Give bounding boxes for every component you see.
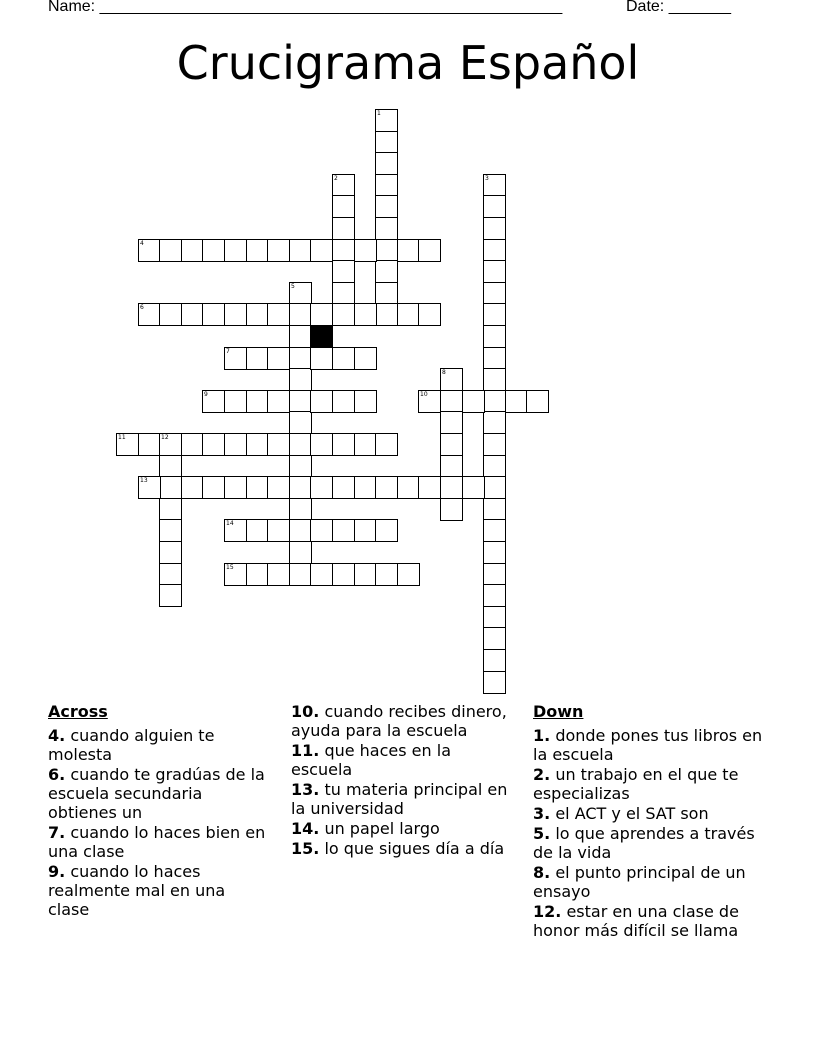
clue-item-text: lo que aprendes a través de la vida	[533, 824, 755, 862]
grid-cell[interactable]	[246, 563, 269, 586]
grid-cell[interactable]	[397, 239, 420, 262]
grid-cell[interactable]	[224, 519, 247, 542]
grid-cell[interactable]	[354, 239, 377, 262]
black-cell	[310, 325, 333, 348]
grid-cell[interactable]	[267, 347, 290, 370]
grid-cell[interactable]	[418, 239, 441, 262]
grid-cell[interactable]	[310, 433, 333, 456]
clue-item-text: cuando alguien te molesta	[48, 726, 215, 764]
clue-item-number: 1.	[533, 726, 551, 745]
grid-cell[interactable]	[202, 239, 225, 262]
grid-cell[interactable]	[289, 519, 312, 542]
grid-cell[interactable]	[483, 217, 506, 240]
grid-cell[interactable]	[310, 476, 333, 499]
grid-cell[interactable]	[159, 455, 182, 478]
clue-item	[291, 780, 513, 818]
grid-cell[interactable]	[224, 476, 247, 499]
grid-cell[interactable]	[332, 390, 355, 413]
grid-cell[interactable]	[138, 433, 161, 456]
grid-cell[interactable]	[332, 174, 355, 197]
clue-item-text: un papel largo	[324, 819, 440, 838]
grid-cell[interactable]	[202, 303, 225, 326]
grid-cell[interactable]	[483, 260, 506, 283]
grid-cell[interactable]	[332, 282, 355, 305]
grid-cell[interactable]	[246, 390, 269, 413]
grid-cell[interactable]	[354, 563, 377, 586]
grid-cell[interactable]	[483, 368, 506, 391]
grid-cell[interactable]	[181, 476, 204, 499]
clue-item-number: 3.	[533, 804, 551, 823]
grid-cell[interactable]	[332, 303, 355, 326]
clue-item	[533, 804, 768, 823]
grid-cell[interactable]	[289, 368, 312, 391]
grid-cell[interactable]	[310, 519, 333, 542]
grid-cell[interactable]	[526, 390, 549, 413]
grid-cell[interactable]	[332, 433, 355, 456]
grid-cell[interactable]	[267, 563, 290, 586]
grid-cell[interactable]	[332, 239, 355, 262]
clue-item-text: un trabajo en el que te especializas	[533, 765, 739, 803]
grid-cell[interactable]	[159, 476, 182, 499]
grid-cell[interactable]	[159, 498, 182, 521]
grid-cell[interactable]	[224, 433, 247, 456]
clue-number: 6	[140, 304, 144, 311]
grid-cell[interactable]	[289, 498, 312, 521]
grid-cell[interactable]	[181, 303, 204, 326]
grid-cell[interactable]	[483, 519, 506, 542]
grid-cell[interactable]	[159, 584, 182, 607]
down-heading: Down	[533, 702, 584, 721]
clue-item-number: 6.	[48, 765, 66, 784]
grid-cell[interactable]	[483, 606, 506, 629]
grid-cell[interactable]	[375, 109, 398, 132]
clue-number: 15	[226, 564, 234, 571]
grid-cell[interactable]	[483, 627, 506, 650]
clue-number: 12	[161, 434, 169, 441]
grid-cell[interactable]	[267, 433, 290, 456]
grid-cell[interactable]	[224, 347, 247, 370]
clue-item	[48, 823, 270, 861]
clue-item-number: 12.	[533, 902, 562, 921]
grid-cell[interactable]	[246, 303, 269, 326]
clue-item	[48, 726, 270, 764]
grid-cell[interactable]	[418, 390, 441, 413]
grid-cell[interactable]	[483, 476, 506, 499]
grid-cell[interactable]	[483, 498, 506, 521]
grid-cell[interactable]	[397, 303, 420, 326]
grid-cell[interactable]	[483, 671, 506, 694]
clue-item-text: cuando te gradúas de la escuela secundaria obtienes un	[48, 765, 265, 822]
clue-number: 13	[140, 477, 148, 484]
grid-cell[interactable]	[354, 347, 377, 370]
grid-cell[interactable]	[289, 411, 312, 434]
grid-cell[interactable]	[289, 563, 312, 586]
grid-cell[interactable]	[246, 239, 269, 262]
grid-cell[interactable]	[375, 174, 398, 197]
grid-cell[interactable]	[375, 476, 398, 499]
grid-cell[interactable]	[310, 563, 333, 586]
grid-cell[interactable]	[483, 563, 506, 586]
grid-cell[interactable]	[246, 476, 269, 499]
grid-cell[interactable]	[375, 217, 398, 240]
grid-cell[interactable]	[310, 390, 333, 413]
grid-cell[interactable]	[289, 239, 312, 262]
grid-cell[interactable]	[505, 390, 528, 413]
clue-number: 11	[118, 434, 126, 441]
grid-cell[interactable]	[354, 303, 377, 326]
clue-item	[533, 902, 768, 940]
grid-cell[interactable]	[159, 541, 182, 564]
grid-cell[interactable]	[267, 239, 290, 262]
grid-cell[interactable]	[224, 303, 247, 326]
grid-cell[interactable]	[418, 303, 441, 326]
grid-cell[interactable]	[440, 390, 463, 413]
clue-number: 14	[226, 520, 234, 527]
grid-cell[interactable]	[462, 476, 485, 499]
grid-cell[interactable]	[202, 476, 225, 499]
clue-number: 9	[204, 391, 208, 398]
grid-cell[interactable]	[397, 563, 420, 586]
grid-cell[interactable]	[159, 519, 182, 542]
grid-cell[interactable]	[440, 368, 463, 391]
grid-cell[interactable]	[483, 390, 506, 413]
grid-cell[interactable]	[332, 519, 355, 542]
grid-cell[interactable]	[224, 390, 247, 413]
grid-cell[interactable]	[375, 563, 398, 586]
clue-item	[48, 765, 270, 822]
grid-cell[interactable]	[354, 519, 377, 542]
grid-cell[interactable]	[289, 390, 312, 413]
grid-cell[interactable]	[138, 239, 161, 262]
grid-cell[interactable]	[289, 433, 312, 456]
clue-number: 5	[291, 283, 295, 290]
grid-cell[interactable]	[483, 239, 506, 262]
clue-item-number: 7.	[48, 823, 66, 842]
grid-cell[interactable]	[483, 303, 506, 326]
clue-item-number: 11.	[291, 741, 320, 760]
grid-cell[interactable]	[397, 476, 420, 499]
grid-cell[interactable]	[375, 152, 398, 175]
date-field[interactable]: Date: _______	[626, 0, 731, 15]
grid-cell[interactable]	[181, 433, 204, 456]
grid-cell[interactable]	[246, 433, 269, 456]
grid-cell[interactable]	[289, 325, 312, 348]
grid-cell[interactable]	[332, 563, 355, 586]
grid-cell[interactable]	[483, 433, 506, 456]
clue-item-text: donde pones tus libros en la escuela	[533, 726, 763, 764]
clue-item-number: 5.	[533, 824, 551, 843]
grid-cell[interactable]	[418, 476, 441, 499]
grid-cell[interactable]	[159, 563, 182, 586]
grid-cell[interactable]	[483, 411, 506, 434]
clue-item-text: cuando recibes dinero, ayuda para la escuela	[291, 702, 507, 740]
grid-cell[interactable]	[289, 303, 312, 326]
clue-item-text: el punto principal de un ensayo	[533, 863, 746, 901]
clue-item-text: lo que sigues día a día	[324, 839, 505, 858]
grid-cell[interactable]	[375, 195, 398, 218]
clue-item-number: 13.	[291, 780, 320, 799]
clue-item-text: tu materia principal en la universidad	[291, 780, 508, 818]
clue-number: 7	[226, 348, 230, 355]
grid-cell[interactable]	[332, 347, 355, 370]
clue-number: 10	[420, 391, 428, 398]
grid-cell[interactable]	[440, 455, 463, 478]
grid-cell[interactable]	[267, 303, 290, 326]
grid-cell[interactable]	[483, 584, 506, 607]
grid-cell[interactable]	[440, 433, 463, 456]
clue-item-text: que haces en la escuela	[291, 741, 451, 779]
grid-cell[interactable]	[310, 239, 333, 262]
grid-cell[interactable]	[159, 303, 182, 326]
grid-cell[interactable]	[202, 390, 225, 413]
grid-cell[interactable]	[289, 476, 312, 499]
clue-number: 3	[485, 175, 489, 182]
grid-cell[interactable]	[116, 433, 139, 456]
grid-cell[interactable]	[375, 260, 398, 283]
grid-cell[interactable]	[159, 433, 182, 456]
grid-cell[interactable]	[440, 476, 463, 499]
clue-item-text: estar en una clase de honor más difícil se llama	[533, 902, 739, 940]
grid-cell[interactable]	[440, 411, 463, 434]
grid-cell[interactable]	[246, 519, 269, 542]
clues-column-2	[291, 702, 513, 859]
grid-cell[interactable]	[483, 195, 506, 218]
grid-cell[interactable]	[375, 433, 398, 456]
clue-item-number: 15.	[291, 839, 320, 858]
grid-cell[interactable]	[483, 455, 506, 478]
grid-cell[interactable]	[483, 541, 506, 564]
grid-cell[interactable]	[289, 541, 312, 564]
name-field[interactable]: Name: ____________________________________________________	[48, 0, 563, 15]
across-heading: Across	[48, 702, 108, 721]
grid-cell[interactable]	[289, 455, 312, 478]
grid-cell[interactable]	[462, 390, 485, 413]
grid-cell[interactable]	[138, 476, 161, 499]
grid-cell[interactable]	[483, 347, 506, 370]
grid-cell[interactable]	[483, 174, 506, 197]
clue-item	[48, 862, 270, 919]
grid-cell[interactable]	[224, 239, 247, 262]
grid-cell[interactable]	[310, 347, 333, 370]
clues-column-3	[533, 702, 768, 941]
grid-cell[interactable]	[310, 303, 333, 326]
grid-cell[interactable]	[181, 239, 204, 262]
grid-cell[interactable]	[354, 476, 377, 499]
grid-cell[interactable]	[440, 498, 463, 521]
grid-cell[interactable]	[354, 390, 377, 413]
page-title: Crucigrama Español	[176, 36, 640, 90]
grid-cell[interactable]	[138, 303, 161, 326]
grid-cell[interactable]	[202, 433, 225, 456]
clue-item-number: 8.	[533, 863, 551, 882]
clue-item	[291, 741, 513, 779]
clue-item-text: cuando lo haces bien en una clase	[48, 823, 266, 861]
grid-cell[interactable]	[483, 325, 506, 348]
grid-cell[interactable]	[289, 282, 312, 305]
grid-cell[interactable]	[375, 282, 398, 305]
clue-item	[291, 819, 513, 838]
grid-cell[interactable]	[267, 390, 290, 413]
clue-number: 1	[377, 110, 381, 117]
clue-item	[291, 702, 513, 740]
grid-cell[interactable]	[483, 282, 506, 305]
clue-item-number: 10.	[291, 702, 320, 721]
clue-item-number: 2.	[533, 765, 551, 784]
clue-item-number: 14.	[291, 819, 320, 838]
clue-number: 2	[334, 175, 338, 182]
clue-number: 8	[442, 369, 446, 376]
grid-cell[interactable]	[375, 239, 398, 262]
grid-cell[interactable]	[332, 217, 355, 240]
grid-cell[interactable]	[483, 649, 506, 672]
clue-item-number: 9.	[48, 862, 66, 881]
grid-cell[interactable]	[267, 519, 290, 542]
grid-cell[interactable]	[375, 519, 398, 542]
grid-cell[interactable]	[375, 303, 398, 326]
clue-item	[533, 863, 768, 901]
clue-item	[533, 726, 768, 764]
clue-item	[533, 824, 768, 862]
grid-cell[interactable]	[332, 195, 355, 218]
grid-cell[interactable]	[224, 563, 247, 586]
grid-cell[interactable]	[375, 131, 398, 154]
grid-cell[interactable]	[354, 433, 377, 456]
clues-column-1	[48, 702, 270, 920]
grid-cell[interactable]	[332, 476, 355, 499]
grid-cell[interactable]	[267, 476, 290, 499]
clue-item-number: 4.	[48, 726, 66, 745]
clue-item-text: el ACT y el SAT son	[555, 804, 709, 823]
clue-number: 4	[140, 240, 144, 247]
clue-item-text: cuando lo haces realmente mal en una clase	[48, 862, 226, 919]
grid-cell[interactable]	[289, 347, 312, 370]
grid-cell[interactable]	[159, 239, 182, 262]
grid-cell[interactable]	[332, 260, 355, 283]
clue-item	[291, 839, 513, 858]
clue-item	[533, 765, 768, 803]
grid-cell[interactable]	[246, 347, 269, 370]
